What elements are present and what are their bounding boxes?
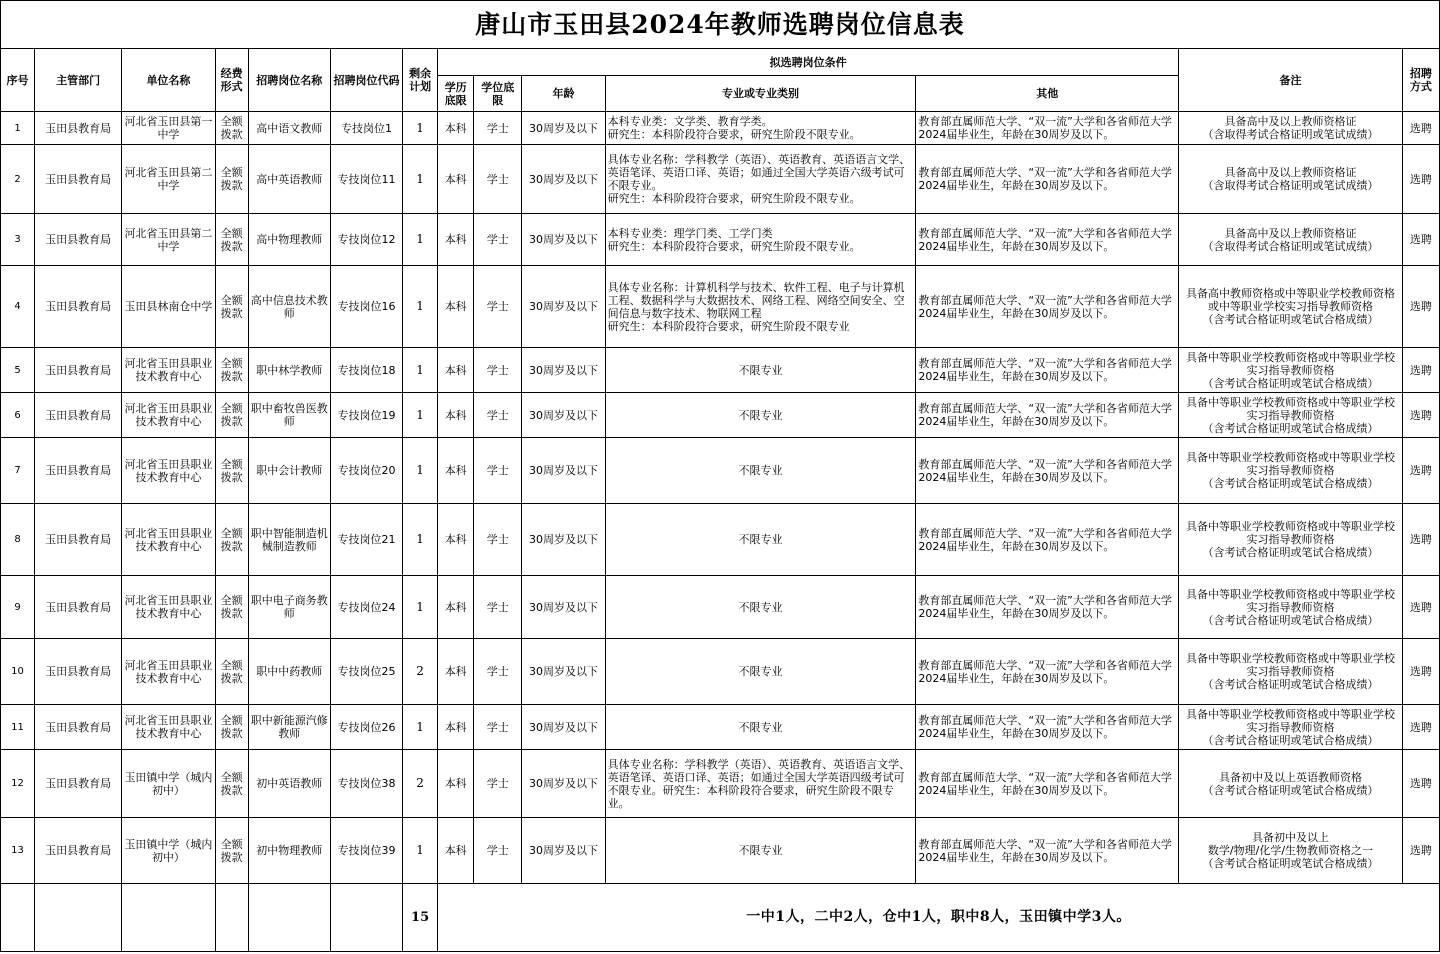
- post-code-cell: 专技岗位26: [330, 705, 402, 750]
- unit-cell: 玉田镇中学（城内初中）: [122, 818, 215, 884]
- summary-empty-cell: [122, 884, 215, 952]
- other-cell: 教育部直属师范大学、“双一流”大学和各省师范大学2024届毕业生，年龄在30周岁及以下。: [916, 214, 1179, 266]
- header-note: 备注: [1179, 49, 1403, 112]
- funding-cell: 全额拨款: [215, 348, 248, 393]
- summary-text: 一中1人，二中2人，仓中1人，职中8人，玉田镇中学3人。: [438, 884, 1440, 952]
- note-cell: 具备中等职业学校教师资格或中等职业学校实习指导教师资格 （含考试合格证明或笔试合格成绩）: [1179, 504, 1403, 576]
- header-unit: 单位名称: [122, 49, 215, 112]
- age-cell: 30周岁及以下: [522, 266, 605, 348]
- note-cell: 具备中等职业学校教师资格或中等职业学校实习指导教师资格 （含考试合格证明或笔试合格成绩）: [1179, 393, 1403, 438]
- header-method: 招聘方式: [1402, 49, 1439, 112]
- unit-cell: 河北省玉田县职业技术教育中心: [122, 348, 215, 393]
- summary-row: [1, 884, 1440, 952]
- funding-cell: 全额拨款: [215, 438, 248, 504]
- table-row: [1, 112, 1440, 145]
- education-cell: 本科: [438, 818, 474, 884]
- major-cell: 不限专业: [605, 438, 916, 504]
- other-cell: 教育部直属师范大学、“双一流”大学和各省师范大学2024届毕业生，年龄在30周岁及以下。: [916, 438, 1179, 504]
- note-cell: 具备高中及以上教师资格证 （含取得考试合格证明或笔试成绩）: [1179, 145, 1403, 214]
- dept-cell: 玉田县教育局: [35, 214, 122, 266]
- note-cell: 具备中等职业学校教师资格或中等职业学校实习指导教师资格 （含考试合格证明或笔试合格成绩）: [1179, 705, 1403, 750]
- post-name-cell: 高中信息技术教师: [248, 266, 330, 348]
- age-cell: 30周岁及以下: [522, 818, 605, 884]
- summary-empty-cell: [35, 884, 122, 952]
- degree-cell: 学士: [474, 348, 522, 393]
- page-title: 唐山市玉田县2024年教师选聘岗位信息表: [0, 0, 1440, 48]
- table-row: [1, 145, 1440, 214]
- other-cell: 教育部直属师范大学、“双一流”大学和各省师范大学2024届毕业生，年龄在30周岁及以下。: [916, 145, 1179, 214]
- post-name-cell: 职中智能制造机械制造教师: [248, 504, 330, 576]
- other-cell: 教育部直属师范大学、“双一流”大学和各省师范大学2024届毕业生，年龄在30周岁及以下。: [916, 576, 1179, 639]
- degree-cell: 学士: [474, 504, 522, 576]
- method-cell: 选聘: [1402, 266, 1439, 348]
- major-cell: 不限专业: [605, 705, 916, 750]
- post-name-cell: 高中物理教师: [248, 214, 330, 266]
- post-name-cell: 高中英语教师: [248, 145, 330, 214]
- education-cell: 本科: [438, 348, 474, 393]
- post-code-cell: 专技岗位11: [330, 145, 402, 214]
- post-code-cell: 专技岗位38: [330, 750, 402, 818]
- note-cell: 具备初中及以上 数学/物理/化学/生物教师资格之一 （含考试合格证明或笔试合格成绩）: [1179, 818, 1403, 884]
- table-body: [1, 112, 1440, 884]
- degree-cell: 学士: [474, 705, 522, 750]
- unit-cell: 河北省玉田县职业技术教育中心: [122, 438, 215, 504]
- post-code-cell: 专技岗位21: [330, 504, 402, 576]
- seq-cell: 5: [1, 348, 35, 393]
- education-cell: 本科: [438, 705, 474, 750]
- education-cell: 本科: [438, 266, 474, 348]
- post-code-cell: 专技岗位39: [330, 818, 402, 884]
- method-cell: 选聘: [1402, 393, 1439, 438]
- other-cell: 教育部直属师范大学、“双一流”大学和各省师范大学2024届毕业生，年龄在30周岁及以下。: [916, 266, 1179, 348]
- method-cell: 选聘: [1402, 438, 1439, 504]
- major-cell: 具体专业名称：学科教学（英语）、英语教育、英语语言文学、英语笔译、英语口译、英语；如通过全国大学英语六级考试可不限专业。 研究生：本科阶段符合要求，研究生阶段不限专业。: [605, 145, 916, 214]
- note-cell: 具备中等职业学校教师资格或中等职业学校实习指导教师资格 （含考试合格证明或笔试合格成绩）: [1179, 438, 1403, 504]
- unit-cell: 河北省玉田县职业技术教育中心: [122, 504, 215, 576]
- funding-cell: 全额拨款: [215, 214, 248, 266]
- other-cell: 教育部直属师范大学、“双一流”大学和各省师范大学2024届毕业生，年龄在30周岁及以下。: [916, 112, 1179, 145]
- post-name-cell: 职中会计教师: [248, 438, 330, 504]
- funding-cell: 全额拨款: [215, 145, 248, 214]
- summary-empty-cell: [330, 884, 402, 952]
- note-cell: 具备中等职业学校教师资格或中等职业学校实习指导教师资格 （含考试合格证明或笔试合格成绩）: [1179, 639, 1403, 705]
- method-cell: 选聘: [1402, 504, 1439, 576]
- education-cell: 本科: [438, 576, 474, 639]
- post-name-cell: 职中电子商务教师: [248, 576, 330, 639]
- major-cell: 不限专业: [605, 818, 916, 884]
- post-code-cell: 专技岗位16: [330, 266, 402, 348]
- post-name-cell: 初中物理教师: [248, 818, 330, 884]
- dept-cell: 玉田县教育局: [35, 438, 122, 504]
- header-age: 年龄: [522, 76, 605, 112]
- degree-cell: 学士: [474, 576, 522, 639]
- summary-empty-cell: [215, 884, 248, 952]
- post-name-cell: 初中英语教师: [248, 750, 330, 818]
- funding-cell: 全额拨款: [215, 750, 248, 818]
- education-cell: 本科: [438, 639, 474, 705]
- summary-empty-cell: [1, 884, 35, 952]
- post-name-cell: 职中中药教师: [248, 639, 330, 705]
- seq-cell: 6: [1, 393, 35, 438]
- age-cell: 30周岁及以下: [522, 438, 605, 504]
- note-cell: 具备高中及以上教师资格证 （含取得考试合格证明或笔试成绩）: [1179, 112, 1403, 145]
- unit-cell: 河北省玉田县职业技术教育中心: [122, 705, 215, 750]
- dept-cell: 玉田县教育局: [35, 348, 122, 393]
- plan-cell: 1: [403, 145, 438, 214]
- major-cell: 本科专业类：理学门类、工学门类 研究生：本科阶段符合要求，研究生阶段不限专业。: [605, 214, 916, 266]
- header-row-1: [1, 49, 1440, 76]
- plan-cell: 1: [403, 112, 438, 145]
- major-cell: 不限专业: [605, 348, 916, 393]
- header-other: 其他: [916, 76, 1179, 112]
- note-cell: 具备中等职业学校教师资格或中等职业学校实习指导教师资格 （含考试合格证明或笔试合格成绩）: [1179, 576, 1403, 639]
- funding-cell: 全额拨款: [215, 112, 248, 145]
- total-plan: 15: [403, 884, 438, 952]
- table-row: [1, 438, 1440, 504]
- unit-cell: 玉田县林南仓中学: [122, 266, 215, 348]
- seq-cell: 9: [1, 576, 35, 639]
- other-cell: 教育部直属师范大学、“双一流”大学和各省师范大学2024届毕业生，年龄在30周岁及以下。: [916, 705, 1179, 750]
- plan-cell: 1: [403, 818, 438, 884]
- dept-cell: 玉田县教育局: [35, 266, 122, 348]
- unit-cell: 河北省玉田县职业技术教育中心: [122, 639, 215, 705]
- unit-cell: 河北省玉田县职业技术教育中心: [122, 576, 215, 639]
- table-row: [1, 818, 1440, 884]
- education-cell: 本科: [438, 393, 474, 438]
- major-cell: 具体专业名称：学科教学（英语）、英语教育、英语语言文学、英语笔译、英语口译、英语；如通过全国大学英语四级考试可不限专业。研究生：本科阶段符合要求，研究生阶段不限专业。: [605, 750, 916, 818]
- major-cell: 不限专业: [605, 504, 916, 576]
- seq-cell: 11: [1, 705, 35, 750]
- summary-empty-cell: [248, 884, 330, 952]
- header-education: 学历底限: [438, 76, 474, 112]
- table-row: [1, 504, 1440, 576]
- other-cell: 教育部直属师范大学、“双一流”大学和各省师范大学2024届毕业生，年龄在30周岁及以下。: [916, 348, 1179, 393]
- age-cell: 30周岁及以下: [522, 504, 605, 576]
- table-row: [1, 576, 1440, 639]
- other-cell: 教育部直属师范大学、“双一流”大学和各省师范大学2024届毕业生，年龄在30周岁及以下。: [916, 818, 1179, 884]
- plan-cell: 2: [403, 639, 438, 705]
- seq-cell: 8: [1, 504, 35, 576]
- plan-cell: 1: [403, 393, 438, 438]
- post-name-cell: 职中新能源汽修教师: [248, 705, 330, 750]
- major-cell: 不限专业: [605, 639, 916, 705]
- post-code-cell: 专技岗位12: [330, 214, 402, 266]
- dept-cell: 玉田县教育局: [35, 705, 122, 750]
- method-cell: 选聘: [1402, 818, 1439, 884]
- plan-cell: 1: [403, 576, 438, 639]
- degree-cell: 学士: [474, 266, 522, 348]
- note-cell: 具备初中及以上英语教师资格 （含考试合格证明或笔试合格成绩）: [1179, 750, 1403, 818]
- age-cell: 30周岁及以下: [522, 639, 605, 705]
- major-cell: 不限专业: [605, 393, 916, 438]
- education-cell: 本科: [438, 750, 474, 818]
- note-cell: 具备中等职业学校教师资格或中等职业学校实习指导教师资格 （含考试合格证明或笔试合格成绩）: [1179, 348, 1403, 393]
- seq-cell: 4: [1, 266, 35, 348]
- funding-cell: 全额拨款: [215, 818, 248, 884]
- education-cell: 本科: [438, 145, 474, 214]
- table-row: [1, 393, 1440, 438]
- dept-cell: 玉田县教育局: [35, 639, 122, 705]
- major-cell: 本科专业类：文学类、教育学类。 研究生：本科阶段符合要求，研究生阶段不限专业。: [605, 112, 916, 145]
- seq-cell: 7: [1, 438, 35, 504]
- post-code-cell: 专技岗位24: [330, 576, 402, 639]
- header-major: 专业或专业类别: [605, 76, 916, 112]
- dept-cell: 玉田县教育局: [35, 818, 122, 884]
- seq-cell: 13: [1, 818, 35, 884]
- post-name-cell: 职中林学教师: [248, 348, 330, 393]
- note-cell: 具备高中及以上教师资格证 （含取得考试合格证明或笔试成绩）: [1179, 214, 1403, 266]
- age-cell: 30周岁及以下: [522, 705, 605, 750]
- age-cell: 30周岁及以下: [522, 576, 605, 639]
- education-cell: 本科: [438, 214, 474, 266]
- age-cell: 30周岁及以下: [522, 393, 605, 438]
- table-row: [1, 639, 1440, 705]
- plan-cell: 1: [403, 705, 438, 750]
- seq-cell: 12: [1, 750, 35, 818]
- degree-cell: 学士: [474, 438, 522, 504]
- major-cell: 不限专业: [605, 576, 916, 639]
- plan-cell: 1: [403, 266, 438, 348]
- age-cell: 30周岁及以下: [522, 750, 605, 818]
- method-cell: 选聘: [1402, 750, 1439, 818]
- header-conditions: 拟选聘岗位条件: [438, 49, 1179, 76]
- other-cell: 教育部直属师范大学、“双一流”大学和各省师范大学2024届毕业生，年龄在30周岁及以下。: [916, 393, 1179, 438]
- post-code-cell: 专技岗位18: [330, 348, 402, 393]
- plan-cell: 2: [403, 750, 438, 818]
- method-cell: 选聘: [1402, 112, 1439, 145]
- post-name-cell: 高中语文教师: [248, 112, 330, 145]
- unit-cell: 河北省玉田县第二中学: [122, 145, 215, 214]
- seq-cell: 3: [1, 214, 35, 266]
- unit-cell: 河北省玉田县第二中学: [122, 214, 215, 266]
- header-degree: 学位底限: [474, 76, 522, 112]
- education-cell: 本科: [438, 504, 474, 576]
- post-name-cell: 职中畜牧兽医教师: [248, 393, 330, 438]
- degree-cell: 学士: [474, 145, 522, 214]
- header-remaining: 剩余计划: [403, 49, 438, 112]
- dept-cell: 玉田县教育局: [35, 112, 122, 145]
- major-cell: 具体专业名称：计算机科学与技术、软件工程、电子与计算机工程、数据科学与大数据技术、网络工程、网络空间安全、空间信息与数字技术、物联网工程 研究生：本科阶段符合要求，研究生阶段不限专业: [605, 266, 916, 348]
- seq-cell: 1: [1, 112, 35, 145]
- age-cell: 30周岁及以下: [522, 214, 605, 266]
- post-code-cell: 专技岗位25: [330, 639, 402, 705]
- method-cell: 选聘: [1402, 639, 1439, 705]
- degree-cell: 学士: [474, 214, 522, 266]
- table-row: [1, 214, 1440, 266]
- seq-cell: 2: [1, 145, 35, 214]
- seq-cell: 10: [1, 639, 35, 705]
- degree-cell: 学士: [474, 639, 522, 705]
- funding-cell: 全额拨款: [215, 504, 248, 576]
- method-cell: 选聘: [1402, 576, 1439, 639]
- positions-table: [0, 48, 1440, 952]
- method-cell: 选聘: [1402, 705, 1439, 750]
- post-code-cell: 专技岗位20: [330, 438, 402, 504]
- note-cell: 具备高中教师资格或中等职业学校教师资格或中等职业学校实习指导教师资格 （含考试合格证明或笔试合格成绩）: [1179, 266, 1403, 348]
- header-seq: 序号: [1, 49, 35, 112]
- funding-cell: 全额拨款: [215, 705, 248, 750]
- dept-cell: 玉田县教育局: [35, 504, 122, 576]
- header-dept: 主管部门: [35, 49, 122, 112]
- degree-cell: 学士: [474, 750, 522, 818]
- funding-cell: 全额拨款: [215, 266, 248, 348]
- unit-cell: 河北省玉田县职业技术教育中心: [122, 393, 215, 438]
- other-cell: 教育部直属师范大学、“双一流”大学和各省师范大学2024届毕业生，年龄在30周岁及以下。: [916, 639, 1179, 705]
- age-cell: 30周岁及以下: [522, 145, 605, 214]
- unit-cell: 玉田镇中学（城内初中）: [122, 750, 215, 818]
- age-cell: 30周岁及以下: [522, 112, 605, 145]
- plan-cell: 1: [403, 348, 438, 393]
- method-cell: 选聘: [1402, 145, 1439, 214]
- degree-cell: 学士: [474, 393, 522, 438]
- post-code-cell: 专技岗位1: [330, 112, 402, 145]
- dept-cell: 玉田县教育局: [35, 393, 122, 438]
- table-row: [1, 266, 1440, 348]
- table-row: [1, 705, 1440, 750]
- plan-cell: 1: [403, 214, 438, 266]
- dept-cell: 玉田县教育局: [35, 576, 122, 639]
- method-cell: 选聘: [1402, 348, 1439, 393]
- dept-cell: 玉田县教育局: [35, 750, 122, 818]
- education-cell: 本科: [438, 112, 474, 145]
- age-cell: 30周岁及以下: [522, 348, 605, 393]
- table-row: [1, 750, 1440, 818]
- table-row: [1, 348, 1440, 393]
- plan-cell: 1: [403, 504, 438, 576]
- funding-cell: 全额拨款: [215, 576, 248, 639]
- dept-cell: 玉田县教育局: [35, 145, 122, 214]
- funding-cell: 全额拨款: [215, 639, 248, 705]
- unit-cell: 河北省玉田县第一中学: [122, 112, 215, 145]
- education-cell: 本科: [438, 438, 474, 504]
- degree-cell: 学士: [474, 112, 522, 145]
- method-cell: 选聘: [1402, 214, 1439, 266]
- other-cell: 教育部直属师范大学、“双一流”大学和各省师范大学2024届毕业生，年龄在30周岁及以下。: [916, 750, 1179, 818]
- funding-cell: 全额拨款: [215, 393, 248, 438]
- header-funding: 经费形式: [215, 49, 248, 112]
- other-cell: 教育部直属师范大学、“双一流”大学和各省师范大学2024届毕业生，年龄在30周岁及以下。: [916, 504, 1179, 576]
- post-code-cell: 专技岗位19: [330, 393, 402, 438]
- header-post-name: 招聘岗位名称: [248, 49, 330, 112]
- plan-cell: 1: [403, 438, 438, 504]
- header-post-code: 招聘岗位代码: [330, 49, 402, 112]
- degree-cell: 学士: [474, 818, 522, 884]
